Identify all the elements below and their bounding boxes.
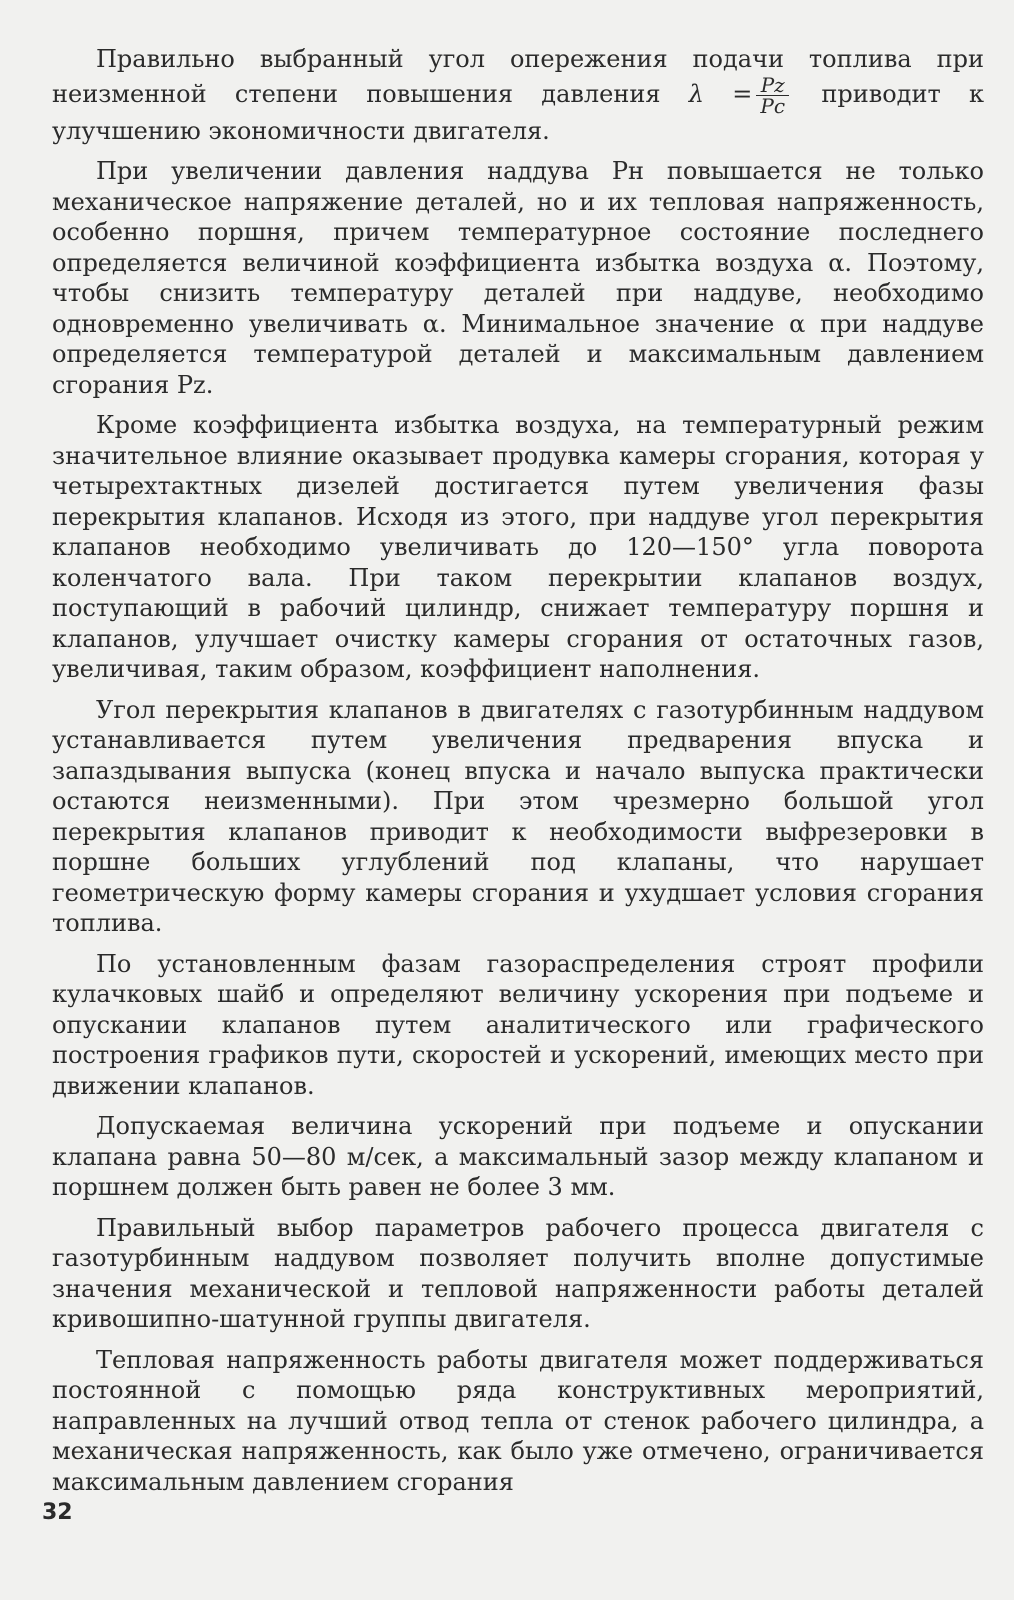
paragraph-1-text-before: Правильно выбранный угол опережения подачи топлива при неизменной степени повышения давления bbox=[52, 45, 984, 108]
formula-lambda-lhs: λ = bbox=[688, 79, 753, 108]
formula-denominator: Pc bbox=[760, 93, 786, 118]
paragraph-8-text: Тепловая напряженность работы двигателя может поддерживаться постоянной с помощью ряда конструктивных мероприятий, направленных на лучший отвод тепла от стенок рабочего цилиндра, а механическая напряженность, как было уже отмечено, ограничивается максимальным давлением сгорания bbox=[52, 1345, 984, 1496]
paragraph-3-text: Кроме коэффициента избытка воздуха, на температурный режим значительное влияние оказывает продувка камеры сгорания, которая у четырехтактных дизелей достигается путем увеличения фазы перекрытия клапанов. Исходя из этого, при наддуве угол перекрытия клапанов необходимо увеличивать до 120—150° угла поворота коленчатого вала. При таком перекрытии клапанов воздух, поступающий в рабочий цилиндр, снижает температуру поршня и клапанов, улучшает очистку камеры сгорания от остаточных газов, увеличивая, таким образом, коэффициент наполнения. bbox=[52, 411, 984, 683]
paragraph-8 bbox=[52, 1345, 984, 1498]
paragraph-6-text: Допускаемая величина ускорений при подъеме и опускании клапана равна 50—80 м/сек, а максимальный зазор между клапаном и поршнем должен быть равен не более 3 мм. bbox=[52, 1112, 984, 1201]
page-number: 32 bbox=[42, 1500, 73, 1525]
paragraph-5 bbox=[52, 949, 984, 1102]
paragraph-2-text: При увеличении давления наддува Pн повышается не только механическое напряжение деталей, но и их тепловая напряженность, особенно поршня, причем температурное состояние последнего определяется величиной коэффициента избытка воздуха α. Поэтому, чтобы снизить температуру деталей при наддуве, необходимо одновременно увеличивать α. Минимальное значение α при наддуве определяется температурой деталей и максимальным давлением сгорания Pz. bbox=[52, 157, 984, 399]
paragraph-1 bbox=[52, 44, 984, 146]
paragraph-2 bbox=[52, 156, 984, 400]
paragraph-7 bbox=[52, 1213, 984, 1335]
paragraph-1-text-after: приводит к улучшению экономичности двигателя. bbox=[52, 79, 985, 145]
formula-numerator: Pz bbox=[756, 75, 789, 96]
paragraph-7-text: Правильный выбор параметров рабочего процесса двигателя с газотурбинным наддувом позволяет получить вполне допустимые значения механической и тепловой напряженности работы деталей кривошипно-шатунной группы двигателя. bbox=[52, 1213, 984, 1333]
formula-fraction bbox=[756, 72, 789, 118]
paragraph-5-text: По установленным фазам газораспределения строят профили кулачковых шайб и определяют величину ускорения при подъеме и опускании клапанов путем аналитического или графического построения графиков пути, скоростей и ускорений, имеющих место при движении клапанов. bbox=[52, 949, 984, 1100]
paragraph-4-text: Угол перекрытия клапанов в двигателях с газотурбинным наддувом устанавливается путем увеличения предварения впуска и запаздывания выпуска (конец впуска и начало выпуска практически остаются неизменными). При этом чрезмерно большой угол перекрытия клапанов приводит к необходимости выфрезеровки в поршне больших углублений под клапаны, что нарушает геометрическую форму камеры сгорания и ухудшает условия сгорания топлива. bbox=[52, 695, 984, 937]
paragraph-4 bbox=[52, 695, 984, 939]
paragraph-3 bbox=[52, 410, 984, 685]
paragraph-6 bbox=[52, 1111, 984, 1203]
